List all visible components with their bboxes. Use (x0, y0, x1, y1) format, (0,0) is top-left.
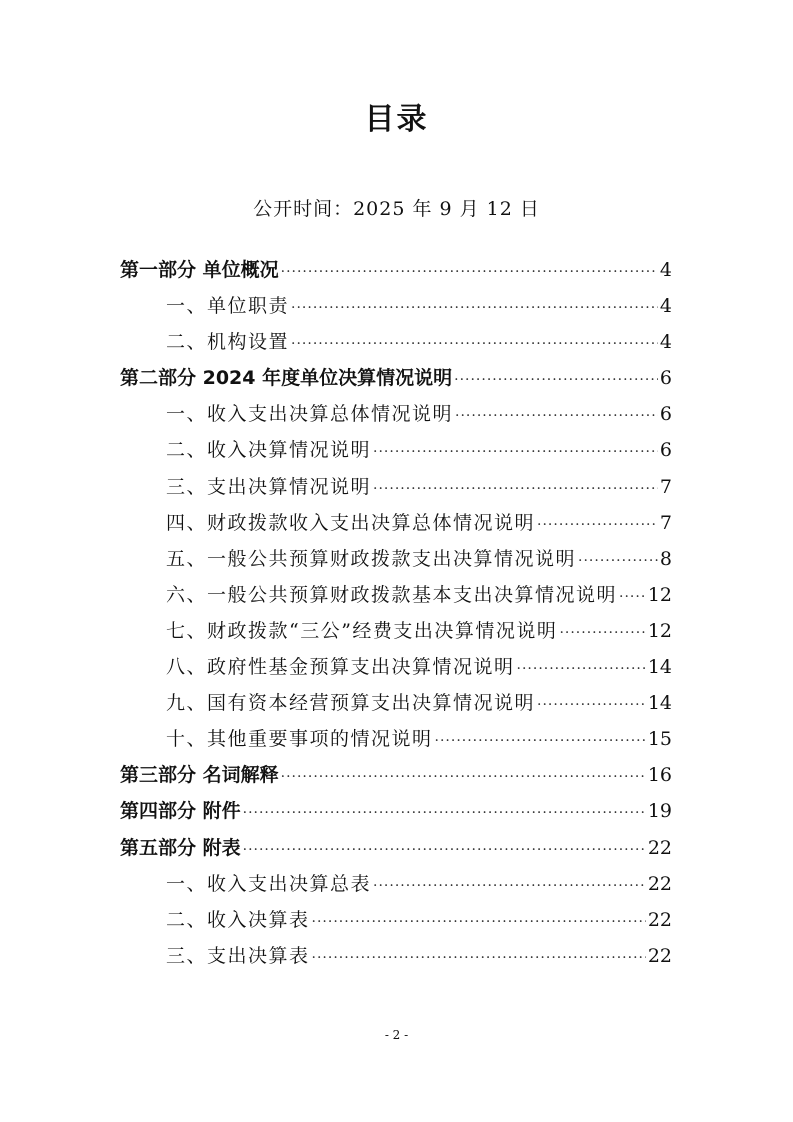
toc-dot-leader (559, 615, 645, 651)
toc-dot-leader (619, 579, 646, 615)
toc-entry-title: 一、收入支出决算总表 (166, 872, 372, 895)
toc-entry-page: 15 (647, 728, 672, 751)
toc-entry-page: 4 (659, 331, 672, 354)
toc-entry-title: 二、收入决算表 (166, 908, 310, 931)
toc-entry-title: 四、财政拨款收入支出决算总体情况说明 (166, 511, 536, 534)
toc-subsection-entry[interactable] (120, 866, 672, 902)
toc-section-entry[interactable] (120, 793, 672, 829)
toc-entry-title: 一、收入支出决算总体情况说明 (166, 403, 454, 426)
publish-date: 公开时间：2025 年 9 月 12 日 (253, 198, 540, 220)
toc-entry-title: 三、支出决算表 (166, 944, 310, 967)
toc-entry-title: 第一部分 单位概况 (120, 259, 279, 281)
toc-entry-title: 六、一般公共预算财政拨款基本支出决算情况说明 (166, 583, 618, 606)
toc-entry-page: 16 (647, 764, 672, 787)
toc-subsection-entry[interactable] (120, 469, 672, 505)
toc-subsection-entry[interactable] (120, 505, 672, 541)
toc-dot-leader (281, 254, 658, 290)
toc-entry-page: 4 (659, 295, 672, 318)
toc-dot-leader (312, 940, 646, 976)
toc-subsection-entry[interactable] (120, 613, 672, 649)
toc-entry-title: 第四部分 附件 (120, 800, 241, 823)
toc-entry-page: 22 (647, 836, 672, 859)
toc-entry-page: 6 (659, 403, 672, 426)
toc-entry-title: 十、其他重要事项的情况说明 (166, 728, 433, 751)
toc-dot-leader (243, 832, 646, 868)
toc-subsection-entry[interactable] (120, 324, 672, 360)
toc-dot-leader (243, 795, 646, 831)
toc-entry-page: 22 (647, 944, 672, 967)
toc-entry-title: 八、政府性基金预算支出决算情况说明 (166, 656, 515, 679)
toc-entry-title: 二、收入决算情况说明 (166, 439, 372, 462)
toc-entry-title: 二、机构设置 (166, 331, 290, 354)
toc-entry-page: 6 (659, 367, 672, 390)
toc-dot-leader (373, 471, 658, 507)
toc-dot-leader (455, 398, 658, 434)
toc-section-entry[interactable] (120, 757, 672, 793)
toc-subsection-entry[interactable] (120, 721, 672, 757)
page-number: - 2 - (384, 1028, 409, 1042)
toc-dot-leader (291, 290, 658, 326)
toc-entry-page: 7 (659, 511, 672, 534)
toc-dot-leader (373, 868, 646, 904)
toc-entry-title: 九、国有资本经营预算支出决算情况说明 (166, 692, 536, 715)
page-title: 目录 (364, 102, 429, 137)
toc-dot-leader (537, 687, 646, 723)
toc-subsection-entry[interactable] (120, 685, 672, 721)
toc-entry-page: 12 (647, 619, 672, 642)
toc-entry-page: 14 (647, 692, 672, 715)
toc-entry-page: 8 (659, 547, 672, 570)
table-of-contents (120, 252, 672, 974)
toc-dot-leader (291, 326, 658, 362)
toc-subsection-entry[interactable] (120, 432, 672, 468)
toc-dot-leader (454, 362, 658, 398)
toc-entry-page: 19 (647, 800, 672, 823)
toc-subsection-entry[interactable] (120, 938, 672, 974)
toc-entry-page: 22 (647, 872, 672, 895)
toc-dot-leader (517, 651, 646, 687)
toc-section-entry[interactable] (120, 360, 672, 396)
toc-subsection-entry[interactable] (120, 577, 672, 613)
toc-entry-page: 6 (659, 439, 672, 462)
toc-entry-title: 第二部分 2024 年度单位决算情况说明 (120, 367, 453, 390)
toc-entry-page: 7 (659, 475, 672, 498)
toc-entry-title: 第三部分 名词解释 (120, 764, 279, 787)
toc-subsection-entry[interactable] (120, 902, 672, 938)
toc-subsection-entry[interactable] (120, 649, 672, 685)
toc-entry-page: 12 (647, 583, 672, 606)
toc-dot-leader (578, 543, 658, 579)
toc-entry-title: 七、财政拨款“三公”经费支出决算情况说明 (166, 619, 558, 642)
toc-subsection-entry[interactable] (120, 396, 672, 432)
toc-entry-title: 三、支出决算情况说明 (166, 475, 372, 498)
toc-dot-leader (373, 434, 658, 470)
toc-entry-page: 4 (659, 259, 672, 281)
toc-entry-page: 22 (647, 908, 672, 931)
toc-entry-page: 14 (647, 656, 672, 679)
toc-subsection-entry[interactable] (120, 541, 672, 577)
toc-section-entry[interactable] (120, 252, 672, 288)
toc-dot-leader (281, 759, 646, 795)
toc-subsection-entry[interactable] (120, 288, 672, 324)
toc-dot-leader (537, 507, 658, 543)
toc-entry-title: 五、一般公共预算财政拨款支出决算情况说明 (166, 547, 577, 570)
toc-entry-title: 一、单位职责 (166, 295, 290, 318)
toc-dot-leader (312, 904, 646, 940)
toc-section-entry[interactable] (120, 830, 672, 866)
toc-dot-leader (435, 723, 646, 759)
toc-entry-title: 第五部分 附表 (120, 836, 241, 859)
